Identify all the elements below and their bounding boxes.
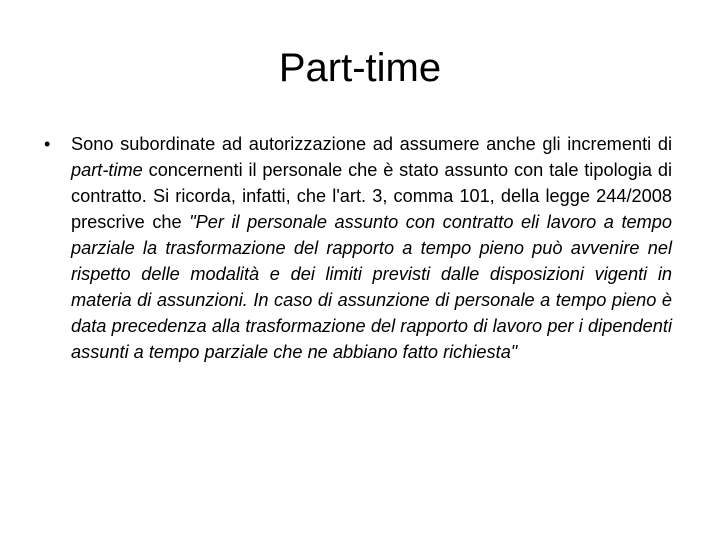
paragraph-italic-term: part-time [71, 160, 143, 180]
bullet-list [44, 131, 672, 365]
paragraph-text-part3: concernenti il personale che è stato assunto con tale tipologia di contratto. Si ricorda, infatti, che l'art. 3, comma 101, della legge 244/2008 prescrive che [71, 160, 672, 232]
bullet-text [71, 134, 672, 362]
slide-title: Part-time [278, 46, 442, 90]
bullet-icon: • [44, 134, 51, 154]
list-item [44, 131, 672, 365]
paragraph-text-part1: Sono subordinate ad autorizzazione ad assumere anche gli incrementi di [71, 134, 672, 154]
paragraph-quote: "Per il personale assunto con contratto eli lavoro a tempo parziale la trasformazione del rapporto a tempo pieno può avvenire nel rispetto delle modalità e dei limiti previsti dalle disposizioni vigenti in materia di assunzioni. In caso di assunzione di personale a tempo pieno è data precedenza alla trasformazione del rapporto di lavoro per i dipendenti assunti a tempo parziale che ne abbiano fatto richiesta" [71, 212, 673, 362]
